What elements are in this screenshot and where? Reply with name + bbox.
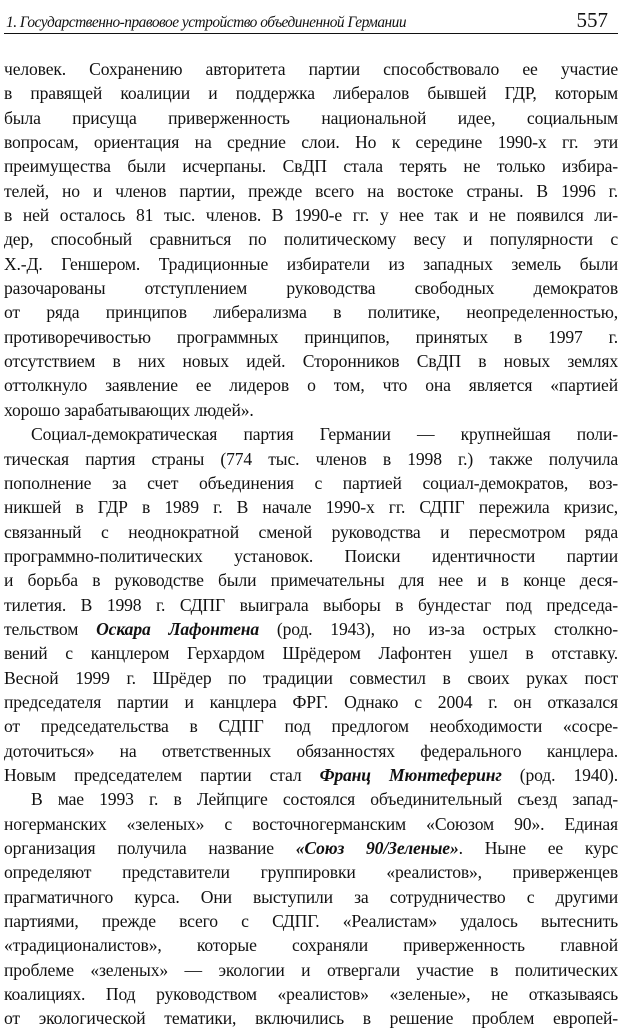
- text-line: была присуща приверженность национальной идее, социальным: [4, 107, 618, 128]
- running-header: [4, 6, 618, 34]
- text-line: пополнение за счет объединения с партией социал-демократов, воз-: [4, 472, 618, 493]
- text-line: доточиться» на ответственных обязанностях федерального канцлера.: [4, 740, 618, 761]
- text-line: Весной 1999 г. Шрёдер по традиции совместил в своих руках пост: [4, 667, 618, 688]
- emphasized-name: «Союз 90/Зеленые»: [295, 838, 459, 858]
- body-text: [4, 34, 618, 1031]
- text-line: [4, 617, 618, 641]
- text-line: тическая партия страны (774 тыс. членов в 1998 г.) также получила: [4, 448, 618, 469]
- text-line: «традиционалистов», которые сохраняли приверженность главной: [4, 935, 618, 956]
- page-number: 557: [576, 8, 608, 32]
- text-line: отсутствием в них новых идей. Сторонников СвДП в новых землях: [4, 351, 618, 372]
- text-line: программно-политических установок. Поиски идентичности партии: [4, 545, 618, 566]
- emphasized-name: Франц Мюнтеферинг: [319, 764, 502, 785]
- text-line: никшей в ГДР в 1989 г. В начале 1990-х гг. СДПГ пережила кризис,: [4, 497, 618, 518]
- line-text: Новым председателем партии стал: [4, 764, 320, 785]
- text-line: преимущества были исчерпаны. СвДП стала терять не только избира-: [4, 156, 618, 177]
- running-title: 1. Государственно-правовое устройство объединенной Германии: [6, 13, 407, 31]
- text-line: и борьба в руководстве были примечательны для нее и в конце деся-: [4, 570, 618, 591]
- line-text: (род. 1943), но из-за острых столкно-: [259, 618, 618, 639]
- text-line: [4, 836, 618, 860]
- text-line: Х.-Д. Геншером. Традиционные избиратели из западных земель были: [4, 253, 618, 274]
- text-line: человек. Сохранению авторитета партии способствовало ее участие: [4, 59, 618, 79]
- text-line: дер, способный сравниться по политическому весу и популярности с: [4, 229, 618, 250]
- text-line: проблеме «зеленых» — экологии и отвергали участие в политических: [4, 959, 618, 980]
- text-line: от ряда принципов либерализма в политике, неопределенностью,: [4, 302, 618, 323]
- text-line: В мае 1993 г. в Лейпциге состоялся объединительный съезд запад-: [31, 789, 618, 810]
- text-line: от экологической тематики, включились в решение проблем европей-: [4, 1008, 618, 1029]
- text-line: оттолкнуло заявление ее лидеров о том, что она является «партией: [4, 375, 618, 396]
- text-line: телей, но и членов партии, прежде всего на востоке страны. В 1996 г.: [4, 180, 618, 201]
- emphasized-name: Оскара Лафонтена: [96, 618, 259, 639]
- text-line: [4, 763, 618, 787]
- text-line: ногерманских «зеленых» с восточногерманским «Союзом 90». Единая: [4, 813, 618, 834]
- text-line: в правящей коалиции и поддержка либералов бывшей ГДР, которым: [4, 83, 618, 104]
- line-text: . Ныне ее курс: [458, 838, 618, 858]
- text-line: коалициях. Под руководством «реалистов» «зеленые», не отказываясь: [4, 984, 618, 1005]
- text-line: Социал-демократическая партия Германии — крупнейшая поли-: [31, 424, 618, 445]
- line-text: тельством: [4, 618, 97, 639]
- text-line: прагматичного курса. Они выступили за сотрудничество с другими: [4, 886, 618, 907]
- text-line: в ней осталось 81 тыс. членов. В 1990-е гг. у нее так и не появился ли-: [4, 205, 618, 226]
- text-line: председателя партии и канцлера ФРГ. Однако с 2004 г. он отказался: [4, 691, 618, 712]
- text-line: партиями, прежде всего с СДПГ. «Реалистам» удалось вытеснить: [4, 911, 618, 932]
- text-line: определяют представители группировки «реалистов», приверженцев: [4, 862, 618, 883]
- text-line: тилетия. В 1998 г. СДПГ выиграла выборы в бундестаг под председа-: [4, 594, 618, 615]
- text-line: разочарованы отступлением руководства свободных демократов: [4, 278, 618, 299]
- line-text: (род. 1940).: [501, 764, 618, 785]
- text-line: вений с канцлером Герхардом Шрёдером Лафонтен ушел в отставку.: [4, 643, 618, 664]
- text-line: хорошо зарабатывающих людей».: [4, 399, 254, 420]
- text-line: связанный с неоднократной сменой руководства и пересмотром ряда: [4, 521, 618, 542]
- text-line: вопросам, ориентация на средние слои. Но к середине 1990-х гг. эти: [4, 132, 618, 153]
- text-line: противоречивостью программных принципов, принятых в 1997 г.: [4, 326, 618, 347]
- line-text: организация получила название: [4, 838, 296, 858]
- text-line: от председательства в СДПГ под предлогом необходимости «сосре-: [4, 716, 618, 737]
